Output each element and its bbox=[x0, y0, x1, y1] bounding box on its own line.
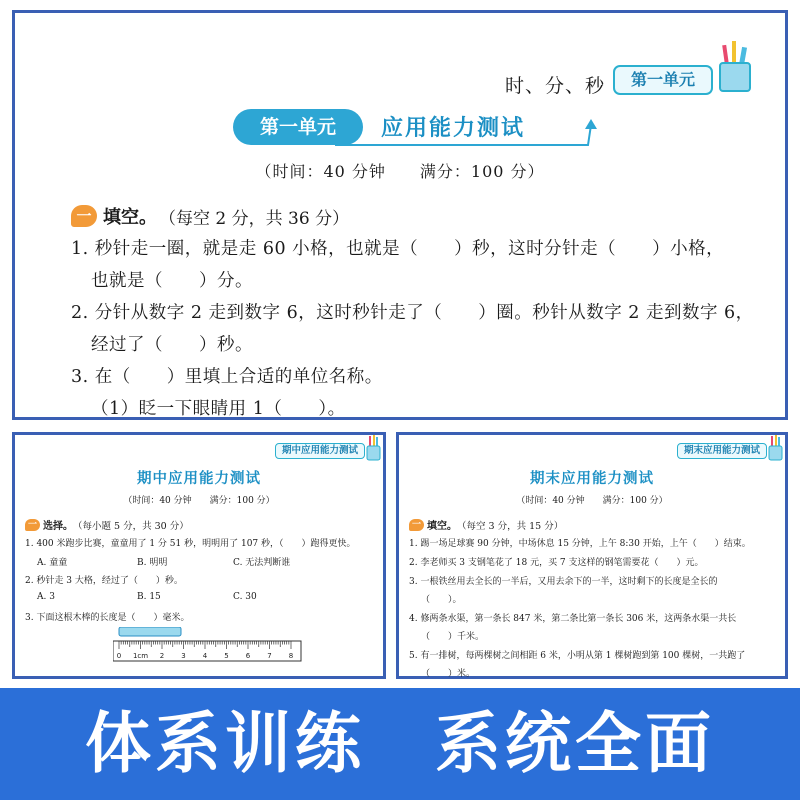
chapter-tag: 第一单元 bbox=[613, 65, 713, 95]
midterm-tag: 期中应用能力测试 bbox=[275, 443, 365, 459]
ruler-icon bbox=[113, 627, 303, 667]
section-subtitle: （每空 3 分，共 15 分） bbox=[457, 520, 564, 532]
unit-title-banner bbox=[233, 109, 593, 149]
question-line: （ ）米。 bbox=[421, 669, 476, 679]
section-title: 选择。 bbox=[43, 521, 73, 532]
section-heading bbox=[71, 203, 349, 229]
time-score-line: （时间：40 分钟 满分：100 分） bbox=[123, 496, 275, 506]
ruler-label: 5 bbox=[224, 652, 229, 660]
question-line: 2. 秒针走 3 大格，经过了（ ）秒。 bbox=[25, 576, 183, 586]
question-line: 1. 400 米跑步比赛，童童用了 1 分 51 秒，明明用了 107 秒，（ ）跑得更快。 bbox=[25, 539, 356, 549]
option: C. 无法判断谁 bbox=[233, 558, 291, 568]
final-title: 期末应用能力测试 bbox=[530, 471, 654, 487]
ruler-label: 2 bbox=[159, 652, 165, 660]
section-number-badge: 一 bbox=[409, 519, 424, 531]
ruler-label: 8 bbox=[288, 652, 294, 660]
final-tag: 期末应用能力测试 bbox=[677, 443, 767, 459]
section-heading bbox=[409, 517, 563, 532]
section-title: 填空。 bbox=[427, 521, 457, 532]
ruler-label: 4 bbox=[202, 652, 208, 660]
chapter-topic: 时、分、秒 bbox=[505, 75, 606, 97]
time-score-line: （时间：40 分钟 满分：100 分） bbox=[516, 496, 668, 506]
promo-banner: 体系训练 系统全面 bbox=[0, 688, 800, 800]
ruler-label: 6 bbox=[245, 652, 251, 660]
question-line: 1. 踢一场足球赛 90 分钟，中场休息 15 分钟，上午 8:30 开始，上午（ ）结束。 bbox=[409, 539, 751, 549]
question-line: 2. 李老师买 3 支钢笔花了 18 元，买 7 支这样的钢笔需要花（ ）元。 bbox=[409, 558, 704, 568]
question-line: （1）眨一下眼睛用 1（ ）。 bbox=[91, 399, 346, 419]
section-subtitle: （每小题 5 分，共 30 分） bbox=[73, 520, 189, 532]
section-number-badge: 一 bbox=[25, 519, 40, 531]
midterm-test-panel bbox=[12, 432, 386, 679]
pencil-cup-icon bbox=[715, 41, 755, 93]
question-line: （ ）。 bbox=[421, 595, 462, 605]
question-line: 1. 秒针走一圈，就是走 60 小格，也就是（ ）秒，这时分针走（ ）小格， bbox=[71, 239, 725, 259]
option: C. 30 bbox=[233, 592, 257, 602]
question-line: 也就是（ ）分。 bbox=[91, 271, 253, 291]
question-line: 3. 下面这根木棒的长度是（ ）毫米。 bbox=[25, 613, 190, 623]
question-line: 3. 在（ ）里填上合适的单位名称。 bbox=[71, 367, 383, 387]
question-line: （ ）千米。 bbox=[421, 632, 485, 642]
ruler-figure bbox=[113, 627, 303, 667]
question-line: 经过了（ ）秒。 bbox=[91, 335, 253, 355]
ruler-label: 1cm bbox=[132, 652, 149, 660]
final-test-panel bbox=[396, 432, 788, 679]
ruler-label: 0 bbox=[116, 652, 122, 660]
midterm-title: 期中应用能力测试 bbox=[137, 471, 261, 487]
option: A. 3 bbox=[37, 592, 55, 602]
unit-pill: 第一单元 bbox=[233, 109, 363, 145]
time-score-line: （时间：40 分钟 满分：100 分） bbox=[255, 162, 545, 181]
option: B. 明明 bbox=[137, 558, 168, 568]
ruler-label: 3 bbox=[181, 652, 186, 660]
option: B. 15 bbox=[137, 592, 161, 602]
section-number-badge: 一 bbox=[71, 205, 97, 227]
section-heading bbox=[25, 517, 189, 532]
ruler-label: 7 bbox=[267, 652, 272, 660]
unit-title: 应用能力测试 bbox=[381, 116, 526, 141]
option: A. 童童 bbox=[37, 558, 68, 568]
question-line: 4. 修两条水渠，第一条长 847 米，第二条比第一条长 306 米，这两条水渠一共长 bbox=[409, 614, 737, 624]
question-line: 3. 一根铁丝用去全长的一半后，又用去余下的一半，这时剩下的长度是全长的 bbox=[409, 577, 718, 587]
pencil-cup-icon bbox=[365, 435, 381, 461]
main-page-panel bbox=[12, 10, 788, 420]
section-title: 填空。 bbox=[103, 207, 157, 228]
section-subtitle: （每空 2 分，共 36 分） bbox=[159, 208, 350, 229]
question-line: 5. 有一排树，每两棵树之间相距 6 米，小明从第 1 棵树跑到第 100 棵树，一共跑了 bbox=[409, 651, 746, 661]
pencil-cup-icon bbox=[767, 435, 783, 461]
question-line: 2. 分针从数字 2 走到数字 6，这时秒针走了（ ）圈。秒针从数字 2 走到数字 6， bbox=[71, 303, 754, 323]
